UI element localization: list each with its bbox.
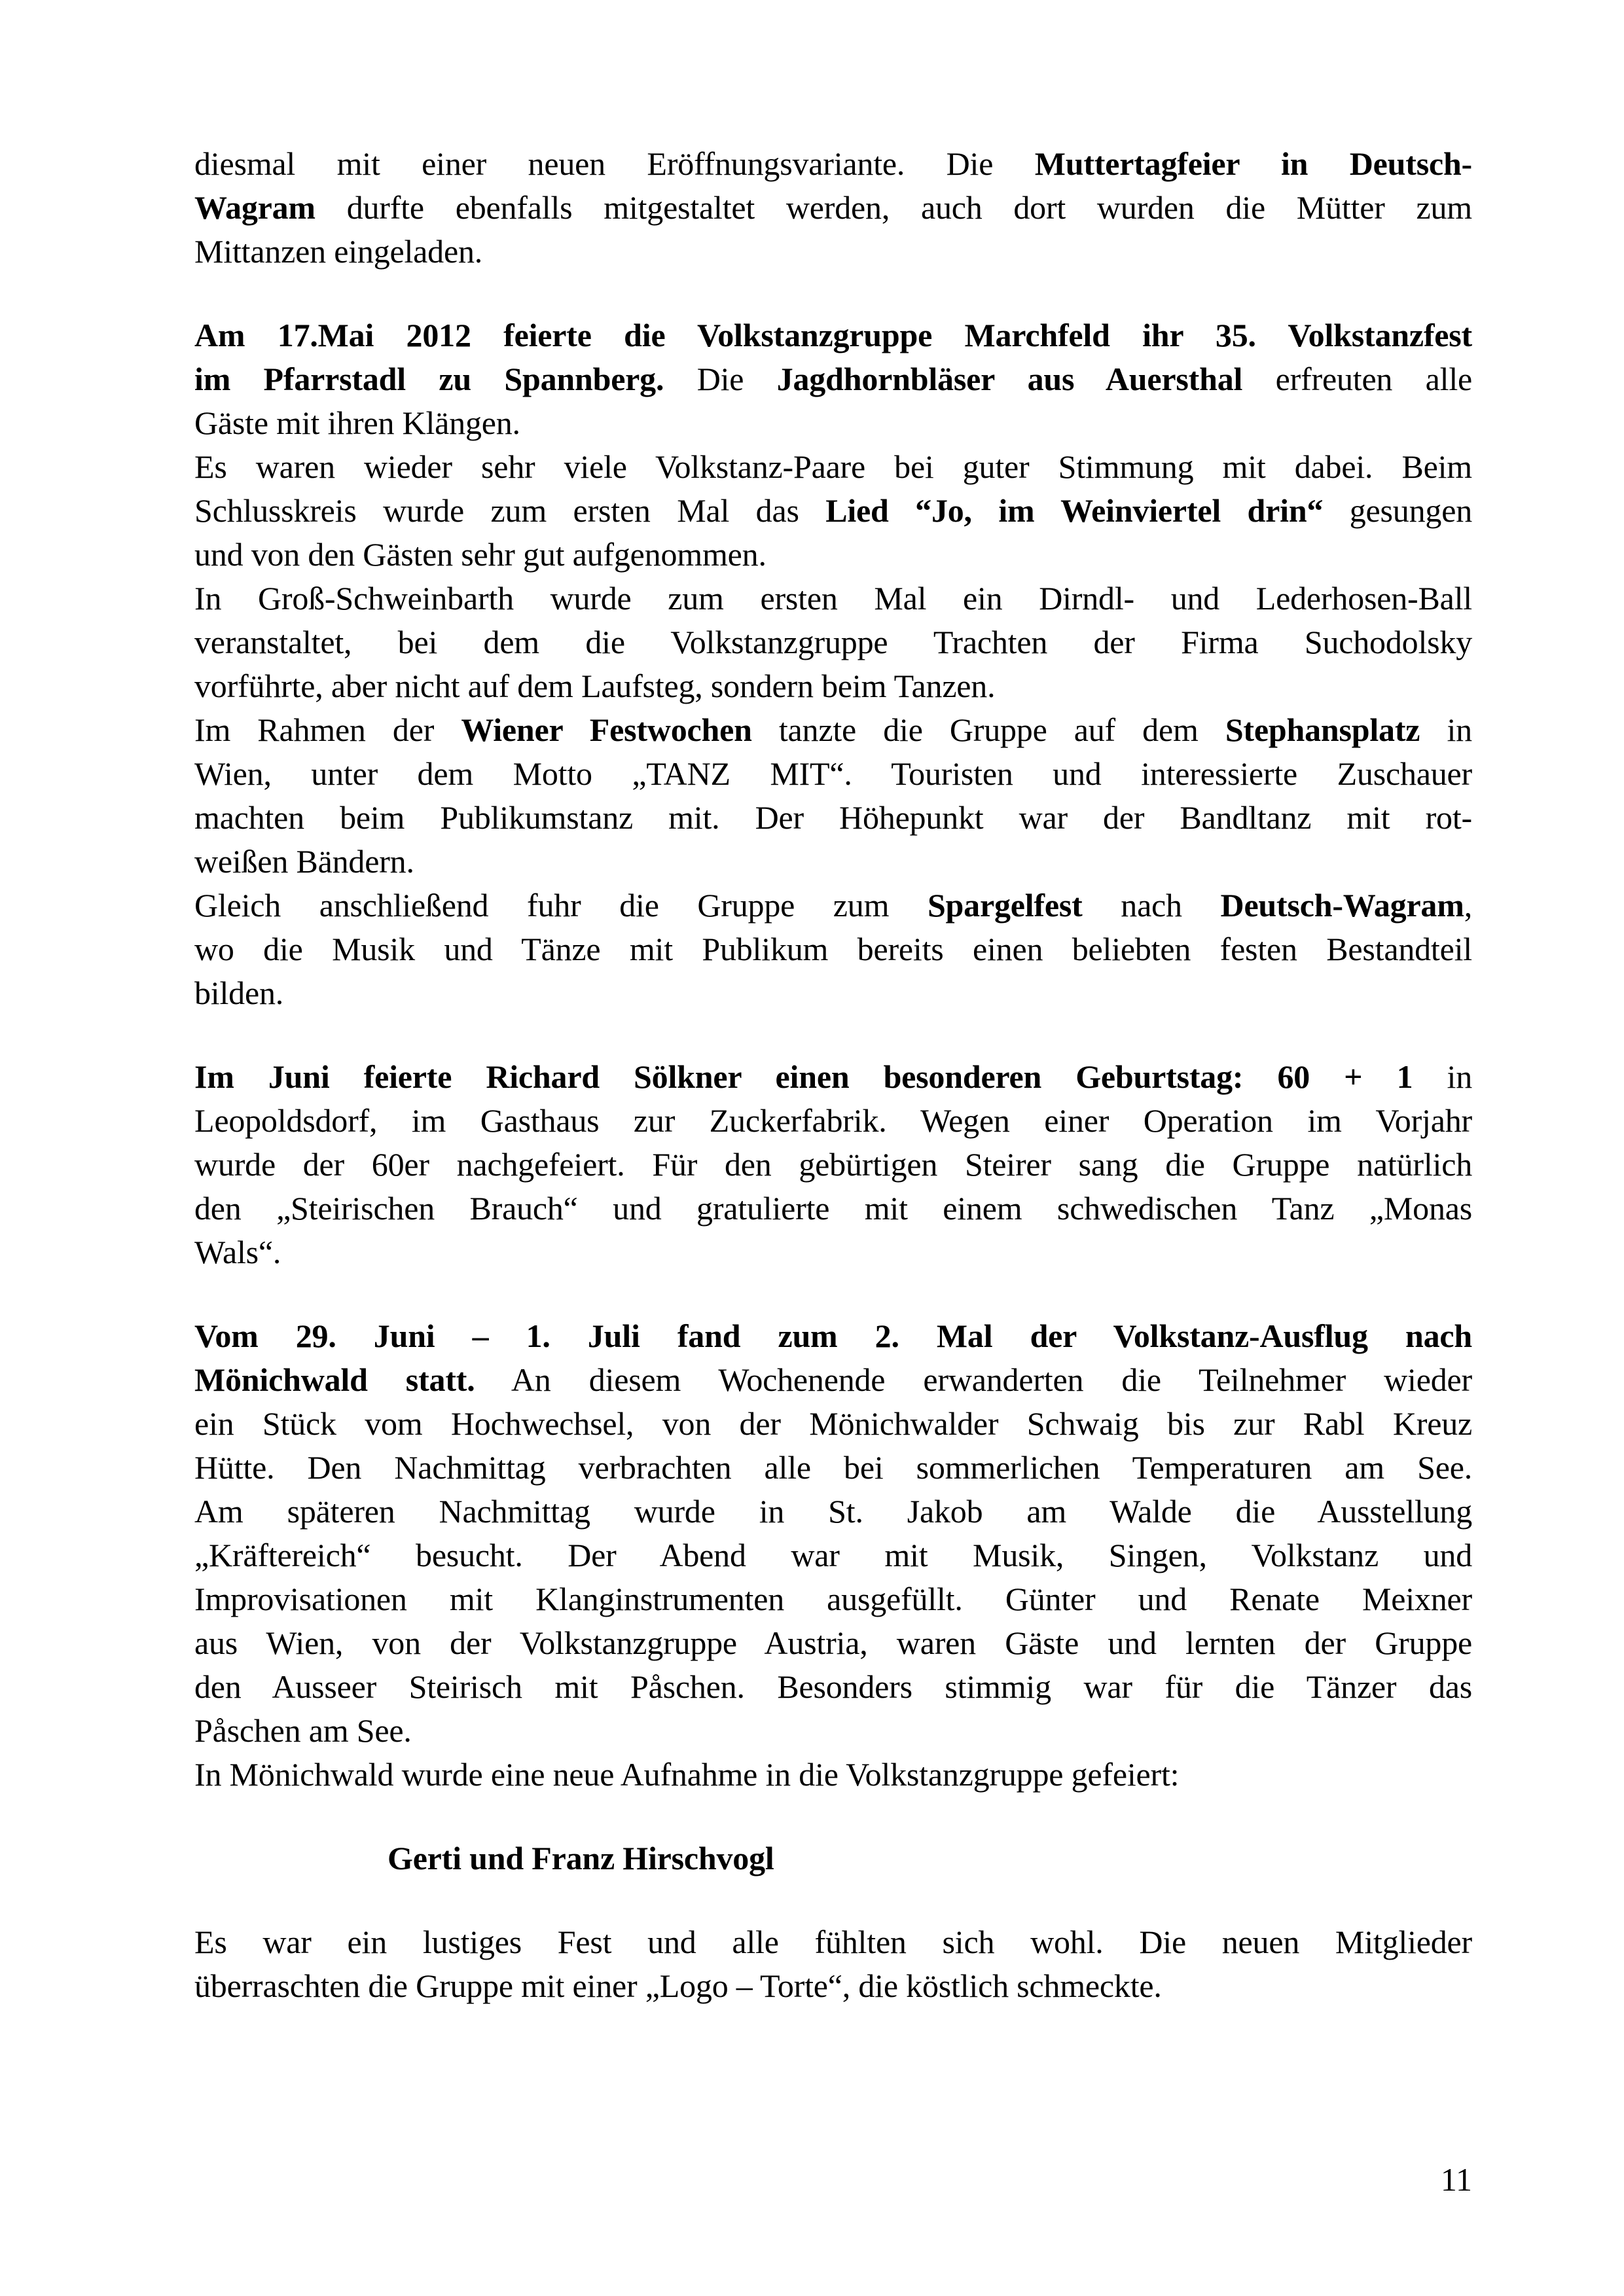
- text-run: In Mönichwald wurde eine neue Aufnahme in die Volkstanzgruppe gefeiert:: [194, 1756, 1180, 1793]
- text-line: [194, 971, 1472, 1015]
- text-run: überraschten die Gruppe mit einer „Logo – Torte“, die köstlich schmeckte.: [194, 1967, 1162, 2004]
- bold-text-run: Stephansplatz: [1225, 711, 1420, 748]
- text-line: [194, 1920, 1472, 1964]
- text-line: [194, 1446, 1472, 1490]
- text-line: [194, 664, 1472, 708]
- text-run: Die: [664, 361, 777, 397]
- text-run: Am späteren Nachmittag wurde in St. Jakob am Walde die Ausstellung: [194, 1493, 1472, 1530]
- text-run: Gäste mit ihren Klängen.: [194, 404, 520, 441]
- text-line: [194, 1143, 1472, 1187]
- text-line: [194, 1358, 1472, 1402]
- document-body: [194, 142, 1472, 2008]
- text-run: gesungen: [1323, 492, 1472, 529]
- text-line: [194, 1577, 1472, 1621]
- paragraph: [194, 1055, 1472, 1274]
- text-run: diesmal mit einer neuen Eröffnungsvariante. Die: [194, 145, 1035, 182]
- paragraph-gap: [194, 1880, 1472, 1920]
- text-line: [194, 708, 1472, 752]
- paragraph-gap: [194, 1015, 1472, 1055]
- text-line: [194, 1964, 1472, 2008]
- text-line: [194, 142, 1472, 186]
- paragraph: [194, 1753, 1472, 1797]
- paragraph: [194, 142, 1472, 274]
- text-line: [194, 1534, 1472, 1577]
- text-run: Es waren wieder sehr viele Volkstanz-Paare bei guter Stimmung mit dabei. Beim: [194, 448, 1472, 485]
- text-run: Gleich anschließend fuhr die Gruppe zum: [194, 887, 928, 924]
- text-line: [194, 577, 1472, 620]
- text-line: [194, 1753, 1472, 1797]
- text-line: [194, 533, 1472, 577]
- text-run: nach: [1082, 887, 1221, 924]
- text-line: [194, 445, 1472, 489]
- text-run: An diesem Wochenende erwanderten die Teilnehmer wieder: [475, 1361, 1472, 1398]
- text-run: durfte ebenfalls mitgestaltet werden, auch dort wurden die Mütter zum: [315, 189, 1472, 226]
- text-run: in: [1413, 1058, 1472, 1095]
- text-run: wo die Musik und Tänze mit Publikum bereits einen beliebten festen Bestandteil: [194, 931, 1472, 967]
- text-run: in: [1420, 711, 1472, 748]
- text-run: bilden.: [194, 975, 284, 1011]
- text-line: [194, 186, 1472, 230]
- text-run: Påschen am See.: [194, 1712, 412, 1749]
- text-line: [194, 752, 1472, 796]
- text-line: [194, 230, 1472, 274]
- paragraph: [194, 1314, 1472, 1753]
- text-run: machten beim Publikumstanz mit. Der Höhepunkt war der Bandltanz mit rot-: [194, 799, 1472, 836]
- paragraph: [194, 708, 1472, 884]
- text-run: tanzte die Gruppe auf dem: [751, 711, 1225, 748]
- text-line: [194, 1490, 1472, 1534]
- text-run: ,: [1464, 887, 1472, 924]
- text-line: [194, 884, 1472, 927]
- text-line: [194, 1099, 1472, 1143]
- paragraph: [194, 1837, 1472, 1880]
- paragraph: [194, 445, 1472, 577]
- text-line: [194, 1665, 1472, 1709]
- text-run: Schlusskreis wurde zum ersten Mal das: [194, 492, 826, 529]
- text-line: [194, 489, 1472, 533]
- bold-text-run: Im Juni feierte Richard Sölkner einen besonderen Geburtstag: 60 + 1: [194, 1058, 1413, 1095]
- bold-text-run: im Pfarrstadl zu Spannberg.: [194, 361, 664, 397]
- text-line: [194, 1621, 1472, 1665]
- bold-text-run: Deutsch-Wagram: [1220, 887, 1464, 924]
- text-run: erfreuten alle: [1242, 361, 1473, 397]
- bold-text-run: Vom 29. Juni – 1. Juli fand zum 2. Mal der Volkstanz-Ausflug nach: [194, 1318, 1472, 1354]
- text-line: [194, 796, 1472, 840]
- text-run: den „Steirischen Brauch“ und gratulierte mit einem schwedischen Tanz „Monas: [194, 1190, 1472, 1227]
- bold-text-run: Spargelfest: [927, 887, 1083, 924]
- text-run: und von den Gästen sehr gut aufgenommen.: [194, 536, 767, 573]
- text-line: [194, 927, 1472, 971]
- bold-text-run: Jagdhornbläser aus Auersthal: [776, 361, 1243, 397]
- text-run: den Ausseer Steirisch mit Påschen. Besonders stimmig war für die Tänzer das: [194, 1668, 1472, 1705]
- bold-text-run: Am 17.Mai 2012 feierte die Volkstanzgruppe Marchfeld ihr 35. Volkstanzfest: [194, 317, 1472, 353]
- text-run: Wals“.: [194, 1234, 281, 1270]
- text-run: In Groß-Schweinbarth wurde zum ersten Mal ein Dirndl- und Lederhosen-Ball: [194, 580, 1472, 617]
- text-line: [194, 1402, 1472, 1446]
- paragraph: [194, 314, 1472, 445]
- bold-text-run: Gerti und Franz Hirschvogl: [388, 1840, 774, 1876]
- text-run: Im Rahmen der: [194, 711, 461, 748]
- text-line: [194, 401, 1472, 445]
- bold-text-run: Lied “Jo, im Weinviertel drin“: [825, 492, 1324, 529]
- bold-text-run: Muttertagfeier in Deutsch-: [1034, 145, 1473, 182]
- text-line: [194, 357, 1472, 401]
- text-run: Hütte. Den Nachmittag verbrachten alle bei sommerlichen Temperaturen am See.: [194, 1449, 1472, 1486]
- paragraph: [194, 1920, 1472, 2008]
- text-run: Mittanzen eingeladen.: [194, 233, 483, 270]
- text-run: Es war ein lustiges Fest und alle fühlten sich wohl. Die neuen Mitglieder: [194, 1924, 1472, 1960]
- text-run: ein Stück vom Hochwechsel, von der Mönichwalder Schwaig bis zur Rabl Kreuz: [194, 1405, 1472, 1442]
- paragraph: [194, 577, 1472, 708]
- bold-text-run: Wiener Festwochen: [461, 711, 752, 748]
- paragraph-gap: [194, 1274, 1472, 1314]
- text-line: [194, 1837, 1472, 1880]
- text-run: Wien, unter dem Motto „TANZ MIT“. Touristen und interessierte Zuschauer: [194, 755, 1472, 792]
- text-line: [194, 620, 1472, 664]
- text-line: [194, 1187, 1472, 1230]
- paragraph: [194, 884, 1472, 1015]
- text-run: „Kräftereich“ besucht. Der Abend war mit Musik, Singen, Volkstanz und: [194, 1537, 1472, 1573]
- text-line: [194, 1055, 1472, 1099]
- paragraph-gap: [194, 274, 1472, 314]
- text-run: wurde der 60er nachgefeiert. Für den gebürtigen Steirer sang die Gruppe natürlich: [194, 1146, 1472, 1183]
- text-run: aus Wien, von der Volkstanzgruppe Austria, waren Gäste und lernten der Gruppe: [194, 1624, 1472, 1661]
- text-run: veranstaltet, bei dem die Volkstanzgruppe Trachten der Firma Suchodolsky: [194, 624, 1472, 660]
- paragraph-gap: [194, 1797, 1472, 1837]
- text-run: vorführte, aber nicht auf dem Laufsteg, sondern beim Tanzen.: [194, 668, 996, 704]
- text-line: [194, 1314, 1472, 1358]
- page-number: 11: [1440, 2161, 1472, 2198]
- text-line: [194, 1230, 1472, 1274]
- bold-text-run: Wagram: [194, 189, 316, 226]
- text-line: [194, 840, 1472, 884]
- text-line: [194, 1709, 1472, 1753]
- text-run: Leopoldsdorf, im Gasthaus zur Zuckerfabrik. Wegen einer Operation im Vorjahr: [194, 1102, 1472, 1139]
- bold-text-run: Mönichwald statt.: [194, 1361, 475, 1398]
- text-run: weißen Bändern.: [194, 843, 414, 880]
- text-run: Improvisationen mit Klanginstrumenten ausgefüllt. Günter und Renate Meixner: [194, 1581, 1472, 1617]
- text-line: [194, 314, 1472, 357]
